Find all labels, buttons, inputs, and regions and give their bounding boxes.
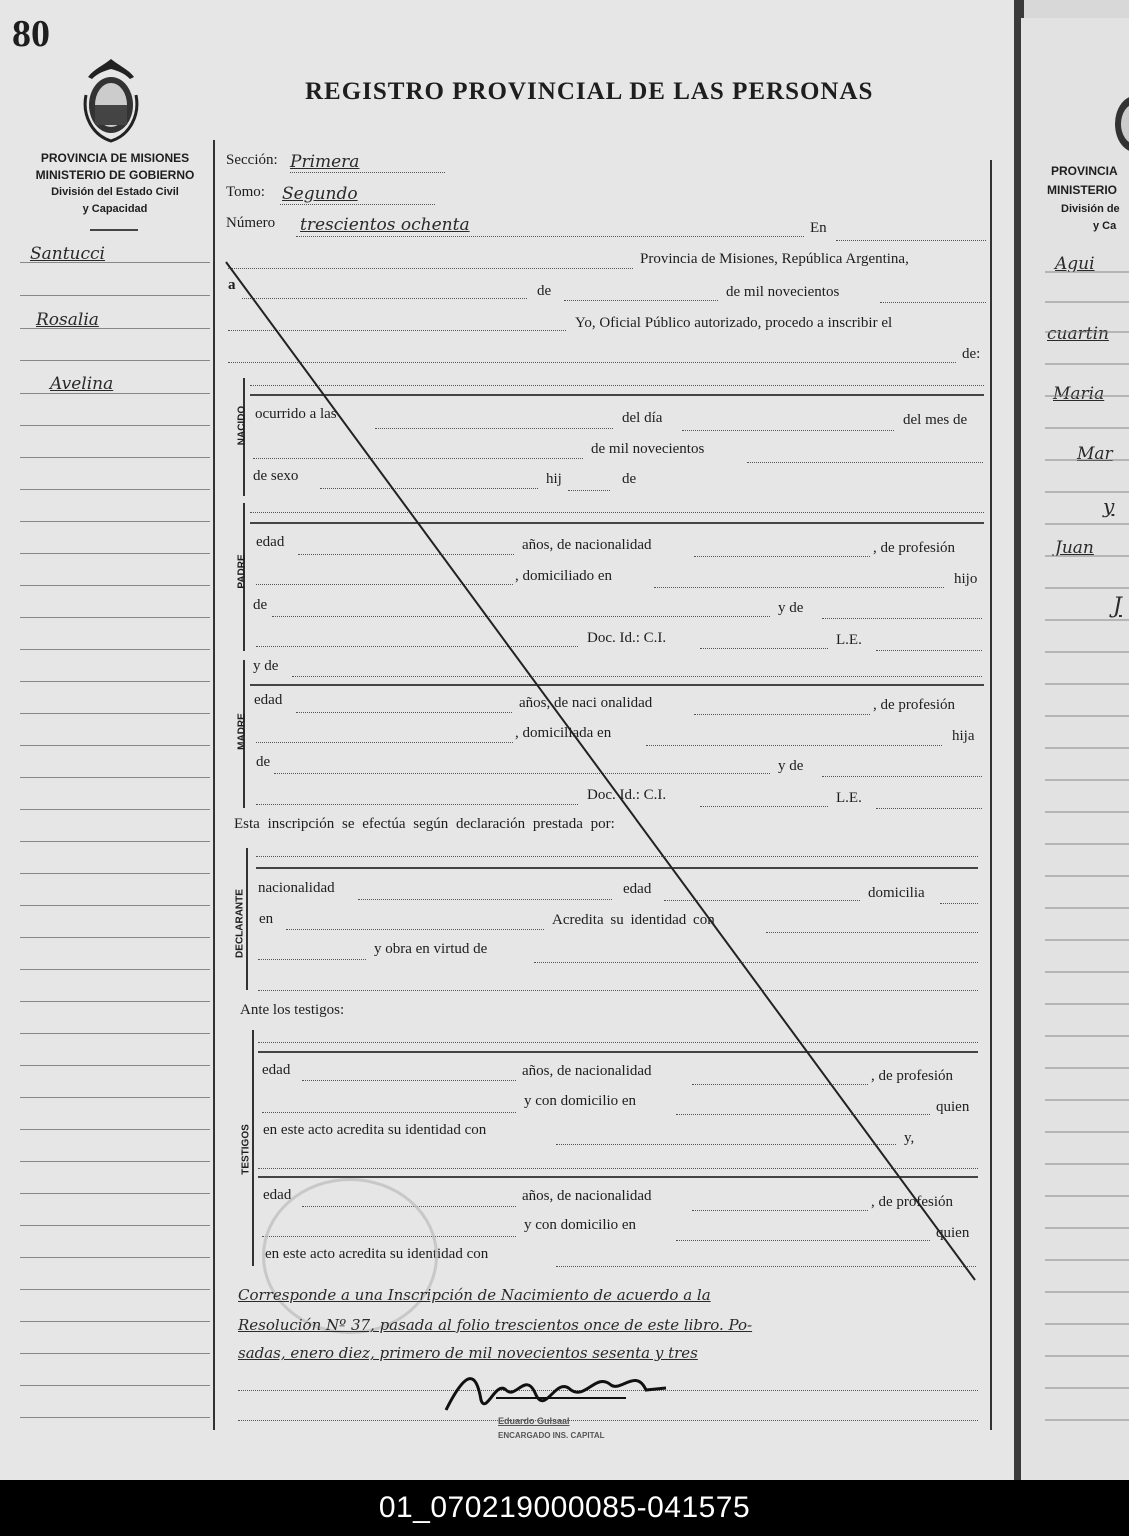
padre-yde-label: y de [778, 600, 804, 616]
declarante-intro: Esta inscripción se efectúa según declaración prestada por: [234, 816, 615, 832]
madre-tag: MADRE [236, 713, 248, 750]
annotation-line-1: Corresponde a una Inscripción de Nacimiento de acuerdo a la [238, 1286, 711, 1304]
seccion-value: Primera [290, 152, 360, 172]
testigos-tag: TESTIGOS [240, 1124, 252, 1175]
issuer-capacity: y Capacidad [82, 203, 148, 215]
next-page-name-4: Mar [1077, 444, 1113, 464]
madre-nac-label: años, de naci onalidad [519, 695, 653, 711]
annotation-line-3: sadas, enero diez, primero de mil novecientos sesenta y tres [238, 1344, 698, 1362]
signature-name: Eduardo Gulsaal [498, 1416, 570, 1426]
scan-id-footer: 01_070219000085-041575 [0, 1480, 1129, 1536]
padre-prof-label: , de profesión [873, 540, 956, 556]
margin-surname: Santucci [30, 244, 105, 264]
testigo2-dom-label: y con domicilio en [524, 1217, 637, 1233]
next-page-name-7: J [1113, 594, 1122, 619]
madre-edad-label: edad [254, 692, 283, 708]
del-dia-label: del día [622, 410, 663, 426]
madre-dom-label: , domiciliada en [515, 725, 612, 741]
mil-label: de mil novecientos [726, 284, 840, 300]
madre-yde-top-label: y de [253, 658, 279, 674]
padre-tag: PADRE [236, 554, 248, 589]
next-page-capacity: y Ca [1093, 220, 1117, 232]
next-page-division: División de [1061, 203, 1120, 215]
next-page-name-3: Maria [1053, 384, 1105, 404]
declarante-nac-label: nacionalidad [258, 880, 335, 896]
testigo2-nac-label: años, de nacionalidad [522, 1188, 652, 1204]
ocurrido-label: ocurrido a las [255, 406, 337, 422]
numero-label: Número [226, 215, 276, 231]
testigo1-edad-label: edad [262, 1062, 291, 1078]
padre-doc-label: Doc. Id.: C.I. [587, 630, 667, 646]
signature-title: ENCARGADO INS. CAPITAL [498, 1431, 605, 1440]
nacido-tag: NACIDO [236, 405, 248, 446]
declarante-en-label: en [259, 911, 274, 927]
testigo1-quien-label: quien [936, 1099, 970, 1115]
annotation-line-2: Resolución Nº 37, pasada al folio trescientos once de este libro. Po- [238, 1316, 753, 1334]
next-page-name-1: Agui [1055, 254, 1095, 274]
testigo1-nac-label: años, de nacionalidad [522, 1063, 652, 1079]
testigo1-acredita-label: en este acto acredita su identidad con [263, 1122, 487, 1138]
declarante-acredita-label: Acredita su identidad con [552, 912, 715, 928]
next-page-rules [1021, 18, 1129, 1480]
en-label: En [810, 220, 827, 236]
madre-yde-label: y de [778, 758, 804, 774]
madre-de-label: de [256, 754, 271, 770]
padre-hijo-label: hijo [954, 571, 978, 587]
madre-prof-label: , de profesión [873, 697, 956, 713]
next-page-edge [1021, 18, 1129, 1480]
padre-dom-label: , domiciliado en [515, 568, 613, 584]
testigos-intro: Ante los testigos: [240, 1002, 345, 1018]
declarante-dom-label: domicilia [868, 885, 925, 901]
next-page-province: PROVINCIA [1051, 164, 1118, 178]
provincia-label: Provincia de Misiones, República Argentina, [640, 251, 909, 267]
testigo2-quien-label: quien [936, 1225, 970, 1241]
testigo1-y-label: y, [904, 1130, 915, 1146]
margin-second-name: Avelina [50, 374, 114, 394]
numero-value: trescientos ochenta [300, 215, 470, 235]
tomo-value: Segundo [282, 184, 358, 204]
declarante-edad-label: edad [623, 881, 652, 897]
de-colon-label: de: [962, 346, 981, 362]
padre-de-label: de [253, 597, 268, 613]
nacido-de-label: de [622, 471, 637, 487]
padre-nac-label: años, de nacionalidad [522, 537, 652, 553]
declarante-tag: DECLARANTE [234, 889, 246, 958]
next-page-ministry: MINISTERIO [1047, 183, 1118, 197]
tomo-label: Tomo: [226, 184, 265, 200]
padre-le-label: L.E. [836, 632, 862, 648]
next-page-name-5: y [1103, 494, 1115, 518]
testigo1-dom-label: y con domicilio en [524, 1093, 637, 1109]
declarante-obra-label: y obra en virtud de [374, 941, 488, 957]
testigo2-prof-label: , de profesión [871, 1194, 954, 1210]
next-page-name-2: cuartin [1047, 324, 1109, 344]
next-page-name-6: Juan [1055, 538, 1094, 558]
madre-le-label: L.E. [836, 790, 862, 806]
issuer-province: PROVINCIA DE MISIONES [40, 151, 190, 165]
testigo1-prof-label: , de profesión [871, 1068, 954, 1084]
del-mes-label: del mes de [903, 412, 968, 428]
seccion-label: Sección: [226, 152, 278, 168]
page-number: 80 [12, 13, 50, 55]
issuer-division: División del Estado Civil [51, 186, 179, 198]
madre-doc-label: Doc. Id.: C.I. [587, 787, 667, 803]
madre-hija-label: hija [952, 728, 975, 744]
testigo2-edad-label: edad [263, 1187, 292, 1203]
document-title: REGISTRO PROVINCIAL DE LAS PERSONAS [305, 78, 874, 105]
hij-label: hij [546, 471, 562, 487]
padre-edad-label: edad [256, 534, 285, 550]
yo-label: Yo, Oficial Público autorizado, procedo a inscribir el [575, 315, 893, 331]
mil-novecientos-label: de mil novecientos [591, 441, 705, 457]
margin-first-name: Rosalia [36, 310, 99, 330]
sexo-label: de sexo [253, 468, 299, 484]
a-label: a [228, 277, 236, 293]
issuer-ministry: MINISTERIO DE GOBIERNO [35, 168, 195, 182]
de-label: de [537, 283, 552, 299]
testigo2-acredita-label: en este acto acredita su identidad con [265, 1246, 489, 1262]
